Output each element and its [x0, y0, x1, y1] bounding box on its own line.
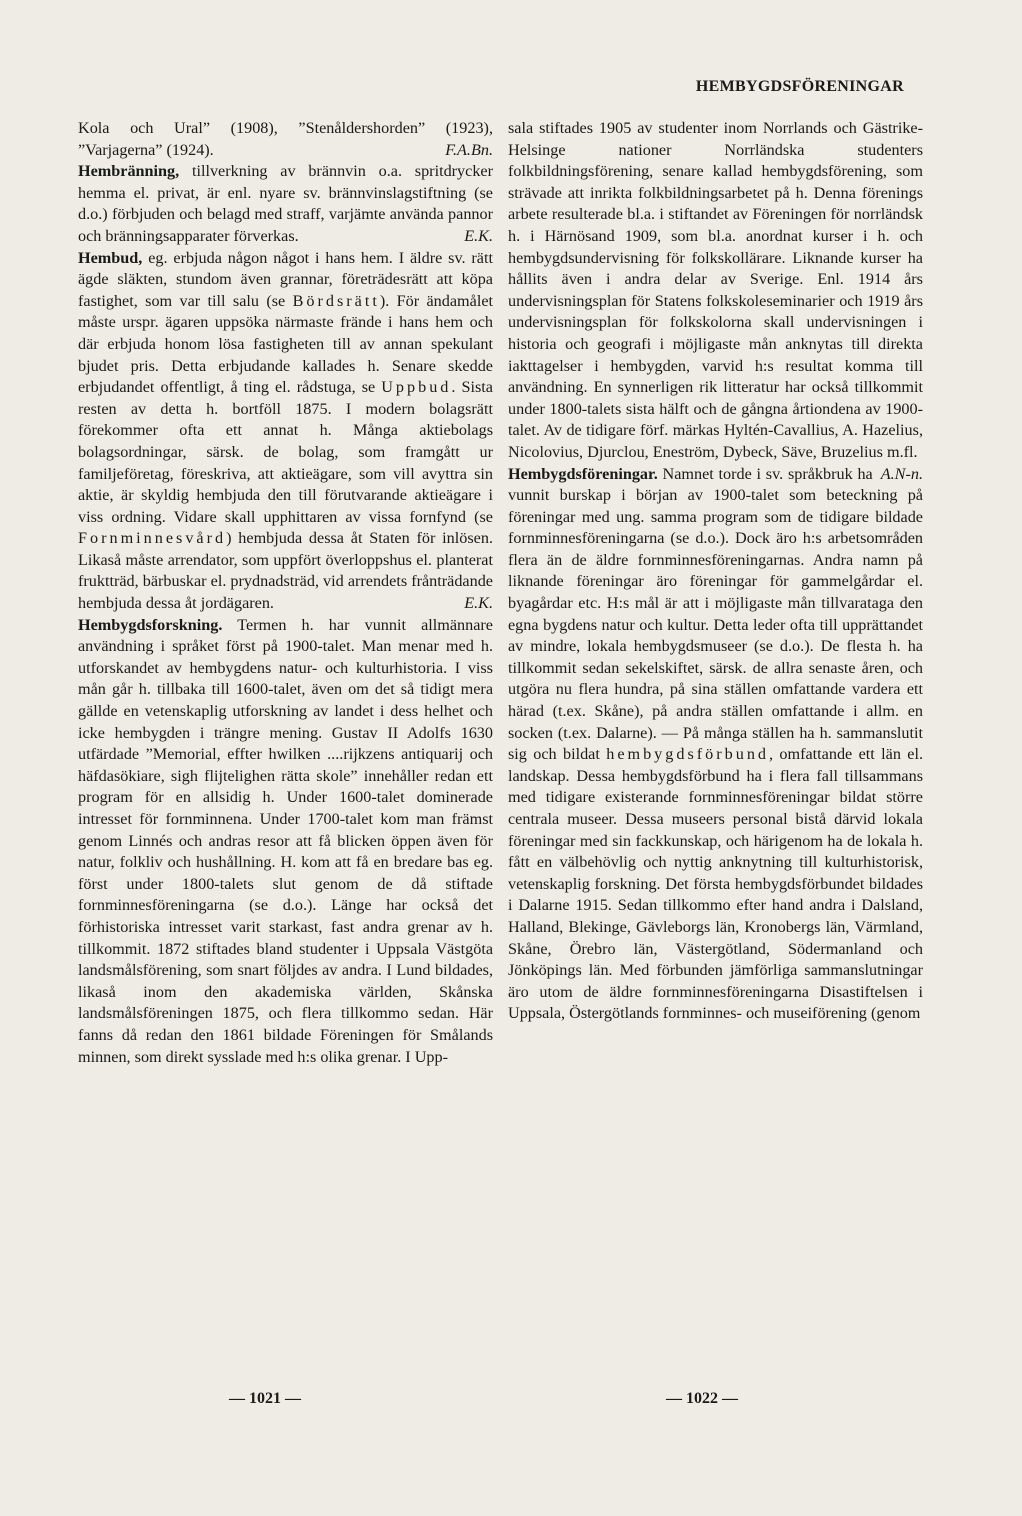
entry-hembygdsforskning — [78, 615, 493, 1068]
running-head: HEMBYGDSFÖRENINGAR — [695, 78, 904, 95]
cross-reference: Fornminnesvård — [78, 529, 227, 548]
entry-text: Kola och Ural” (1908), ”Stenåldershorden” (1923), ”Varjagerna” (1924). — [78, 119, 493, 159]
entry-text: , omfattande ett län el. landskap. Dessa hembygdsförbund ha i flera fall tillsammans med tidigare existerande fornminnesföreningar bildat större centrala museer. Dessa museers personal bistå därvid lokala föreningar med sin fackkunskap, och härigenom ha de lokala h. fått en välbehövlig och nyttig anknytning till kulturhistorisk, vetenskaplig forskning. Det första hembygdsförbundet bildades i Dalarne 1915. Sedan tillkommo efter hand andra i Dalsland, Halland, Blekinge, Gävleborgs län, Kronobergs län, Värmland, Skåne, Örebro län, Västergötland, Södermanland och Jönköpings län. Med förbunden jämförliga sammanslutningar äro utom de äldre fornminnesföreningarna Disastiftelsen i Uppsala, Östergötlands fornminnes- och museiförening (genom — [508, 745, 923, 1023]
author-signature: E.K. — [464, 594, 493, 613]
entry-text: sala stiftades 1905 av studenter inom Norrlands och Gästrike-Helsinge nationer Norrländska studenters folkbildningsförening, senare kallad hembygdsförening, som strävade att inrikta folkbildningsarbetet på h. Denna förenings arbete resulterade bl.a. i stiftandet av Föreningen för norrländsk h. i Härnösand 1909, som bl.a. anordnat kurser i h. och hembygdsundervisning för folkskollärare. Liknande kurser ha hållits även i andra delar av Sverige. Enl. 1914 års undervisningsplan för Statens folkskoleseminarier och 1919 års undervisningsplan för folkskolorna skall undervisningen i historia och geografi i möjligaste mån anknytas till direkta iakttagelser i hembygden, varvid h:s resultat komma till användning. En synnerligen rik litteratur har också tillkommit under 1800-talets sista hälft och de gångna årtiondena av 1900-talet. Av de tidigare förf. märkas Hyltén-Cavallius, A. Hazelius, Nicolovius, Djurclou, Eneström, Dybeck, Säve, Bruzelius m.fl. — [508, 119, 923, 461]
entry-text: . Sista resten av detta h. bortföll 1875. I modern bolagsrätt förekommer ofta ett annat h. Många aktiebolags bolagsordningar, särsk. de bolag, som framgått ur familjeföretag, föreskriva, att aktieägare, som vill avyttra sin aktie, är skyldig hembjuda den till förutvarande aktieägare i viss ordning. Vidare skall upphittaren av vissa fornfynd (se — [78, 378, 493, 526]
entry-headword: Hembygdsforskning. — [78, 615, 223, 634]
entry-headword: Hembränning, — [78, 162, 180, 181]
cross-reference: Bördsrätt — [292, 291, 380, 310]
entry-hembygdsforeningar — [508, 464, 923, 1025]
entry-text: tillverkning av brännvin o.a. spritdrycker hemma el. privat, är enl. nyare sv. brännvinslagstiftning (se d.o.) förbjuden och belagd med straff, varjämte använda pannor och bränningsapparater förverkas. — [78, 162, 493, 245]
cross-reference: hembygdsförbund — [606, 745, 770, 764]
entry-hembud — [78, 248, 493, 615]
left-column — [78, 118, 493, 1068]
entry-text: eg. erbjuda någon något i hans hem. I äldre sv. rätt ägde släkten, stundom även grannar, företrädesrätt att köpa fastighet, som var till salu (se — [78, 248, 493, 310]
entry-continuation — [78, 118, 493, 161]
author-signature: A.N-n. — [880, 464, 923, 483]
page-number-left: — 1021 — — [229, 1390, 301, 1407]
entry-text: ) hembjuda dessa åt Staten för inlösen. Likaså måste arrendator, som uppfört överloppshus el. planterat fruktträd, bärbuskar el. prydnadsträd, vid arrendets frånträdande hembjuda dessa åt jordägaren. — [78, 529, 493, 613]
cross-reference: Uppbud — [381, 378, 452, 397]
entry-text: Namnet torde i sv. språkbruk ha vunnit burskap i början av 1900-talet som beteckning på föreningar med ung. samma program som de tidigare bildade fornminnesföreningarna (se d.o.). Dock äro h:s arbetsområden flera än de äldre fornminnesföreningarnas. Andra namn på liknande föreningar äro föreningar för gammelgårdar el. byagårdar etc. H:s mål är att i möjligaste mån tillvaratagа den egna bygdens natur och kultur. Detta leder ofta till upprättandet av mindre, lokala hembygdsmuseer (se d.o.). De flesta h. ha tillkommit sedan sekelskiftet, särsk. de allra senaste åren, och utgöra nu flera hundra, på sina ställen omfattande vardera ett härad (t.ex. Skåne), på andra ställen omfattande i allm. en socken (t.ex. Dalarne). — På många ställen ha h. sammanslutit sig och bildat — [508, 464, 923, 764]
author-signature: F.A.Bn. — [445, 140, 493, 159]
entry-text: Termen h. har vunnit allmännare användning i språket först på 1900-talet. Man menar med h. utforskandet av hembygdens natur- och kulturhistoria. I viss mån går h. tillbaka till 1600-talet, även om det så tidigt mera gällde en vetenskaplig utforskning av landet i dess helhet och icke hembygden i trängre mening. Gustav II Adolfs 1630 utfärdade ”Memorial, effter hwilken ....rijkzens antiquarij och häfdasökiare, sigh flijtelighen rätta skole” innehåller redan ett program för en allsidig h. Under 1600-talet dominerade intresset för fornminnena. Under 1700-talet kom man främst genom Linnés och andras resor att få blicken öppen även för natur, folkliv och hushållning. H. kom att få en bredare bas eg. först under 1800-talets slut genom de då stiftade fornminnesföreningarna (se d.o.). Länge har också det förhistoriska intresset varit starkast, fast andra grenar av h. tillkommit. 1872 stiftades bland studenter i Uppsala Västgöta landsmålsförening, som snart följdes av andra. I Lund bildades, likaså inom den akademiska världen, Skånska landsmålsföreningen 1875, och flera tillkommo sedan. Här fanns då redan den 1861 bildade Föreningen för Smålands minnen, som direkt sysslade med h:s olika grenar. I Upp- — [78, 615, 493, 1066]
entry-text: ). För ändamålet måste urspr. ägaren uppsöka närmaste frände i hans hem och där erbjuda honom lösa fastigheten till av annan spekulant bjudet pris. Detta erbjudande kallades h. Senare skedde erbjudandet offentligt, å ting el. rådstuga, se — [78, 291, 493, 397]
entry-headword: Hembygdsföreningar. — [508, 464, 658, 483]
entry-hembranning — [78, 161, 493, 247]
right-column — [508, 118, 923, 1025]
page-number-right: — 1022 — — [666, 1390, 738, 1407]
author-signature: E.K. — [464, 226, 493, 245]
entry-headword: Hembud, — [78, 248, 143, 267]
